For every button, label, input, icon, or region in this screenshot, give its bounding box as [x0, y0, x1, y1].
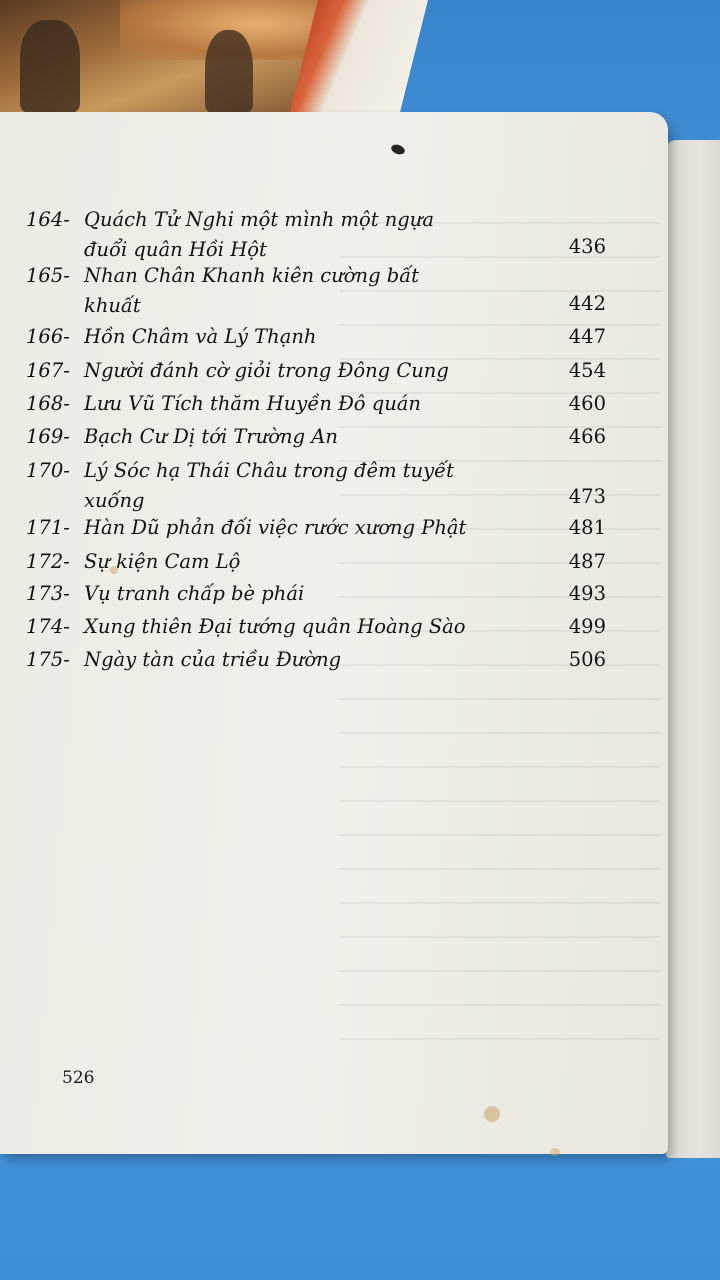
- entry-page: 473: [568, 485, 606, 508]
- entry-page: 442: [568, 292, 606, 315]
- entry-page: 499: [568, 615, 606, 638]
- entry-title: Lưu Vũ Tích thăm Huyền Đô quán: [84, 392, 421, 415]
- entry-page: 481: [568, 516, 606, 539]
- entry-number: 175-: [26, 648, 70, 671]
- entry-title: Quách Tử Nghi một mình một ngựa: [84, 208, 434, 231]
- entry-page: 466: [568, 425, 606, 448]
- entry-number: 168-: [26, 392, 70, 415]
- entry-title: Lý Sóc hạ Thái Châu trong đêm tuyết: [84, 459, 455, 482]
- entry-number: 173-: [26, 582, 70, 605]
- entry-title: Người đánh cờ giỏi trong Đông Cung: [84, 359, 449, 382]
- entry-title-continued: xuống: [84, 489, 145, 512]
- entry-number: 172-: [26, 550, 70, 573]
- entry-title: Hàn Dũ phản đối việc rước xương Phật: [84, 516, 467, 539]
- entry-title: Hồn Châm và Lý Thạnh: [84, 325, 317, 348]
- entry-page: 436: [568, 235, 606, 258]
- entry-number: 165-: [26, 264, 70, 287]
- entry-number: 164-: [26, 208, 70, 231]
- entry-page: 493: [568, 582, 606, 605]
- entry-title: Xung thiên Đại tướng quân Hoàng Sào: [84, 615, 466, 638]
- entry-title: Nhan Chân Khanh kiên cường bất: [84, 264, 420, 287]
- entry-page: 447: [568, 325, 606, 348]
- entry-number: 167-: [26, 359, 70, 382]
- entry-page: 460: [568, 392, 606, 415]
- entry-title: Sự kiện Cam Lộ: [84, 550, 241, 573]
- entry-page: 454: [568, 359, 606, 382]
- entry-number: 166-: [26, 325, 70, 348]
- entry-number: 171-: [26, 516, 70, 539]
- entry-title: Bạch Cư Dị tới Trường An: [84, 425, 338, 448]
- entry-title-continued: đuổi quân Hồi Hột: [84, 238, 267, 261]
- page-number: 526: [62, 1068, 95, 1088]
- entry-number: 169-: [26, 425, 70, 448]
- entry-number: 174-: [26, 615, 70, 638]
- entry-page: 506: [568, 648, 606, 671]
- entry-number: 170-: [26, 459, 70, 482]
- entry-page: 487: [568, 550, 606, 573]
- entry-title: Vụ tranh chấp bè phái: [84, 582, 305, 605]
- entry-title: Ngày tàn của triều Đường: [84, 648, 342, 671]
- entry-title-continued: khuất: [84, 294, 141, 317]
